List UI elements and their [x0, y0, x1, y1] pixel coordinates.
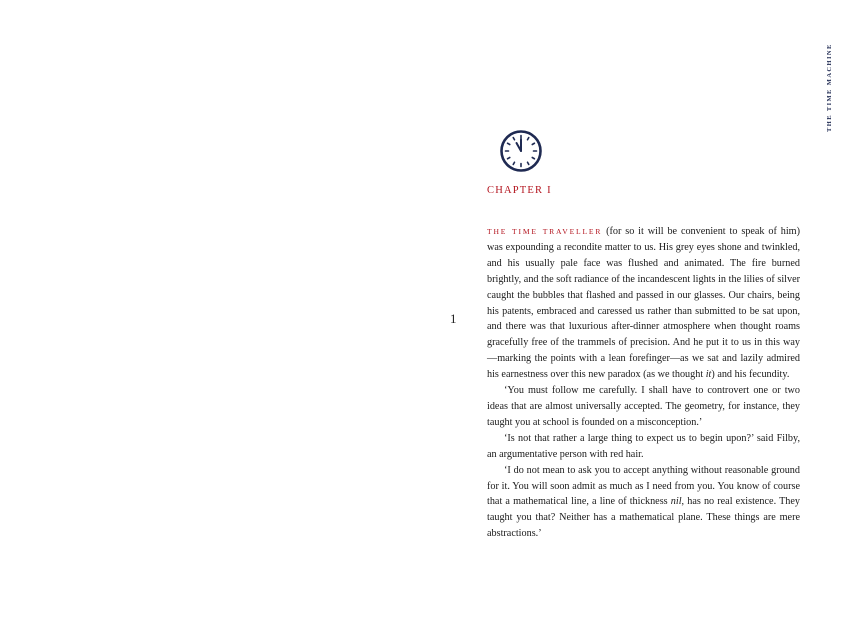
lead-in: THE TIME TRAVELLER: [487, 227, 603, 236]
paragraph: THE TIME TRAVELLER (for so it will be convenient to speak of him) was expounding a recondite matter to us. His grey eyes shone and twinkled, and his usually pale face was flushed and animated. The fire burned brightly, and the soft radiance of the incandescent lights in the lilies of silver caught the bubbles that flashed and passed in our glasses. Our chairs, being his patents, embraced and caressed us rather than submitted to be sat upon, and there was that luxurious after-dinner atmosphere when thought roams gracefully free of the trammels of precision. And he put it to us in this way—marking the points with a lean forefinger—as we sat and lazily admired his earnestness over this new paradox (as we thought it) and his fecundity.: [487, 226, 800, 381]
chapter-title: CHAPTER I: [487, 185, 552, 196]
clock-icon: [499, 129, 543, 173]
running-head-text: THE TIME MACHINE: [826, 43, 833, 132]
paragraph: ‘You must follow me carefully. I shall have to controvert one or two ideas that are almost universally accepted. The geometry, for instance, they taught you at school is founded on a misconception.’: [487, 385, 800, 428]
chapter-body: [487, 224, 800, 542]
paragraph: ‘I do not mean to ask you to accept anything without reasonable ground for it. You will soon admit as much as I need from you. You know of course that a mathematical line, a line of thickness nil, has no real existence. They taught you that? Neither has a mathematical plane. These things are mere abstractions.’: [487, 464, 800, 540]
paragraph: ‘Is not that rather a large thing to expect us to begin upon?’ said Filby, an argumentative person with red hair.: [487, 432, 800, 460]
page-number: 1: [450, 311, 457, 326]
running-head: [812, 43, 840, 140]
